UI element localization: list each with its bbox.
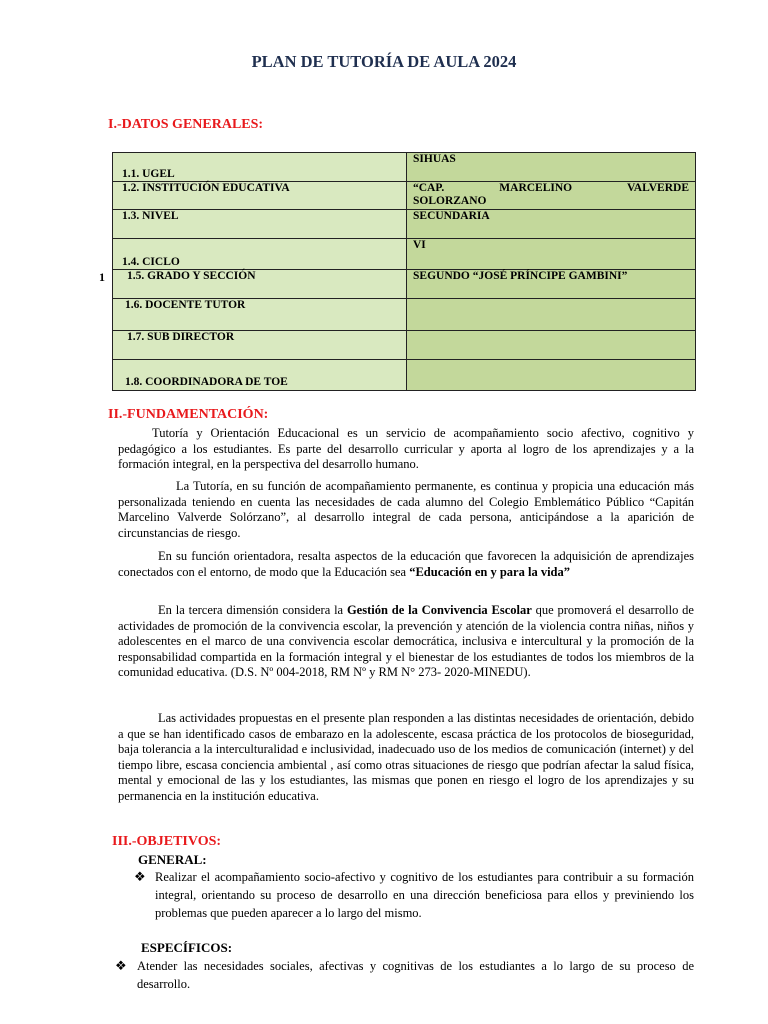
paragraph-3-emphasis: “Educación en y para la vida” [409, 564, 571, 579]
paragraph-5: Las actividades propuestas en el presente plan responden a las distintas necesidades de orientación, debido a que se han identificado casos de embarazo en la adolescente, escasa práctica de los protocolos de bioseguridad, baja tolerancia a la interculturalidad e inclusividad, inadecuado uso de los medios de comunicación (internet) y del tiempo libre, escasa conciencia ambiental , así como otras situaciones de riesgo que podrían afectar la salud física, mental y emocional de las y los estudiantes, las mismas que ponen en riesgo el logro de los aprendizajes y su permanencia en la institución educativa. [118, 711, 694, 803]
value-docente-tutor [407, 299, 696, 331]
value-grado-seccion: SEGUNDO “JOSÉ PRÍNCIPE GAMBINI” [407, 270, 696, 299]
paragraph-1: Tutoría y Orientación Educacional es un servicio de acompañamiento socio afectivo, cognitivo y pedagógico a los estudiantes. Es parte del desarrollo curricular y aporta al logro de los aprendizajes y a la formación integral, en la perspectiva del desarrollo humano. [118, 426, 694, 471]
paragraph-4-text-b: que promoverá el desarrollo de actividades de promoción de la convivencia escolar, la prevención y atención de la violencia contra niñas, niños y adolescentes en el marco de una convivencia escolar democrática, inclusiva e intercultural y la promoción de la responsabilidad compartida en la formación integral y el bienestar de los estudiantes de todos los miembros de la comunidad educativa. (D.S. Nº 004-2018, RM Nº y RM N° 273- 2020-MINEDU). [118, 603, 694, 679]
document-title: PLAN DE TUTORÍA DE AULA 2024 [251, 52, 517, 71]
label-institucion: 1.2. INSTITUCIÓN EDUCATIVA [113, 182, 407, 210]
row-marker: 1 [99, 270, 105, 284]
general-heading: GENERAL: [138, 852, 207, 867]
institucion-line-1: “CAP. MARCELINO VALVERDE [413, 182, 689, 194]
general-objective: Realizar el acompañamiento socio-afectivo y cognitivo de los estudiantes para contribuir a su formación integral, orientando su proceso de desarrollo en una dirección beneficiosa para ellos y previniendo los problemas que pueden aparecer a lo largo del mismo. [155, 870, 694, 920]
label-coordinadora-toe: 1.8. COORDINADORA DE TOE [113, 360, 407, 391]
table-row [113, 153, 696, 182]
label-nivel: 1.3. NIVEL [113, 210, 407, 239]
table-row [113, 360, 696, 391]
table-row [113, 210, 696, 239]
value-institucion [407, 182, 696, 210]
specific-objective: Atender las necesidades sociales, afectivas y cognitivas de los estudiantes a lo largo de su proceso de desarrollo. [137, 959, 694, 991]
paragraph-4 [118, 603, 694, 681]
paragraph-3-text: En su función orientadora, resalta aspectos de la educación que favorecen la adquisición de aprendizajes conectados con el entorno, de modo que la Educación sea [118, 549, 694, 579]
general-data-table [112, 152, 696, 391]
label-ciclo: 1.4. CICLO [113, 239, 407, 270]
label-ugel: 1.1. UGEL [113, 153, 407, 182]
value-ciclo: VI [407, 239, 696, 270]
label-sub-director: 1.7. SUB DIRECTOR [113, 331, 407, 360]
table-row [113, 239, 696, 270]
table-row [113, 331, 696, 360]
table-row [113, 182, 696, 210]
paragraph-4-emphasis: Gestión de la Convivencia Escolar [346, 603, 532, 617]
section-heading-fundamentacion: II.-FUNDAMENTACIÓN: [108, 407, 269, 422]
value-nivel: SECUNDARIA [407, 210, 696, 239]
table-row [113, 270, 696, 299]
paragraph-2: La Tutoría, en su función de acompañamiento permanente, es continua y propicia una educación más personalizada teniendo en cuenta las necesidades de cada alumno del Colegio Emblemático Público “Capitán Marcelino Valverde Solórzano”, al desarrollo integral de cada persona, anticipándose a la aparición de circunstancias de riesgo. [118, 479, 694, 540]
section-heading-objetivos: III.-OBJETIVOS: [112, 834, 222, 849]
value-ugel: SIHUAS [407, 153, 696, 182]
institucion-line-2: SOLORZANO [413, 195, 487, 207]
value-sub-director [407, 331, 696, 360]
diamond-bullet-icon: ❖ [115, 958, 127, 973]
label-docente-tutor: 1.6. DOCENTE TUTOR [113, 299, 407, 331]
paragraph-3 [118, 549, 694, 580]
diamond-bullet-icon: ❖ [134, 869, 146, 884]
label-grado-seccion: 1.5. GRADO Y SECCIÓN [113, 270, 407, 299]
section-heading-datos-generales: I.-DATOS GENERALES: [108, 117, 264, 132]
table-row [113, 299, 696, 331]
value-coordinadora-toe [407, 360, 696, 391]
specific-heading: ESPECÍFICOS: [141, 940, 233, 955]
paragraph-4-text-a: En la tercera dimensión considera la [158, 603, 347, 617]
